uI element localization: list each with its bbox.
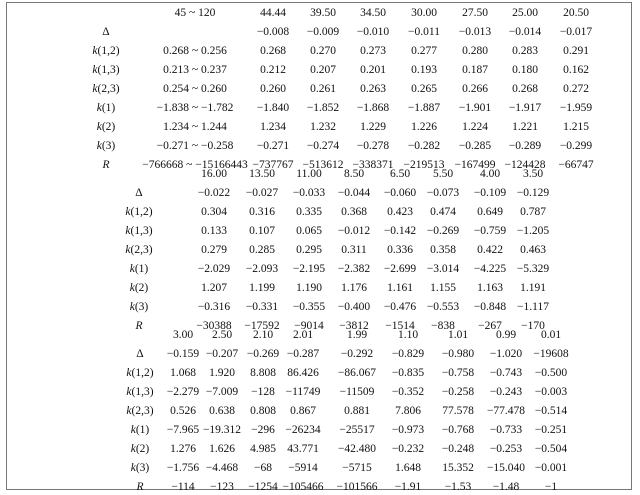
row-label: k(1) (130, 424, 150, 436)
table-cell: −0.476 (383, 301, 417, 313)
table-cell: 0.273 (360, 45, 386, 57)
table-cell: 0.272 (563, 83, 589, 95)
column-header: 44.44 (260, 7, 286, 19)
table-cell: 43.771 (287, 443, 319, 455)
column-header: 6.50 (389, 168, 411, 180)
table-cell: −4.225 (473, 263, 507, 275)
table-cell: 8.808 (250, 367, 276, 379)
table-cell: 0.065 (296, 225, 322, 237)
row-label: k(3) (130, 462, 150, 474)
row-label: R (102, 159, 110, 171)
table-cell: −0.269 (426, 225, 460, 237)
table-cell: 1.191 (520, 282, 546, 294)
table-cell: 0.254 ~ 0.260 (163, 83, 227, 95)
table-cell: −0.400 (337, 301, 371, 313)
table-cell: −338371 (352, 159, 394, 171)
row-label: k(1,3) (126, 386, 154, 398)
table-cell: −123 (210, 481, 234, 493)
table-cell: −2.029 (197, 263, 231, 275)
table-cell: −296 (251, 424, 275, 436)
table-cell: −128 (251, 386, 275, 398)
table-cell: 0.649 (477, 206, 503, 218)
column-header: 27.50 (462, 7, 488, 19)
table-cell: −114 (171, 481, 195, 493)
table-cell: 0.283 (512, 45, 538, 57)
column-header: 20.50 (563, 7, 589, 19)
table-cell: −0.292 (340, 348, 374, 360)
table-cell: −513612 (302, 159, 344, 171)
column-header: 25.00 (512, 7, 538, 19)
table-cell: −1.756 (166, 462, 200, 474)
row-label: k(2,3) (92, 83, 120, 95)
row-label: k(2,3) (125, 244, 153, 256)
table-cell: −0.012 (337, 225, 371, 237)
table-cell: −0.316 (197, 301, 231, 313)
table-cell: −0.044 (337, 187, 371, 199)
column-header: 5.50 (432, 168, 454, 180)
table-cell: −19608 (533, 348, 569, 360)
table-cell: −3812 (339, 320, 369, 332)
table-cell: −0.232 (391, 443, 425, 455)
table-cell: 0.212 (260, 64, 286, 76)
table-cell: −105466 (282, 481, 324, 493)
table-cell: −1.53 (444, 481, 472, 493)
table-cell: −0.142 (383, 225, 417, 237)
table-cell: 0.261 (310, 83, 336, 95)
column-header: 3.00 (172, 329, 194, 341)
table-cell: −0.129 (516, 187, 550, 199)
table-cell: −0.251 (534, 424, 568, 436)
table-cell: 0.263 (360, 83, 386, 95)
table-cell: −2.699 (383, 263, 417, 275)
row-label: k(1,2) (92, 45, 120, 57)
row-label: Δ (136, 348, 144, 360)
table-cell: 0.279 (201, 244, 227, 256)
table-cell: 1.232 (310, 121, 336, 133)
table-cell: −0.014 (508, 26, 542, 38)
table-cell: 0.180 (512, 64, 538, 76)
table-cell: 0.335 (296, 206, 322, 218)
table-cell: −19.312 (202, 424, 242, 436)
table-cell: −0.553 (426, 301, 460, 313)
table-cell: −0.022 (197, 187, 231, 199)
table-cell: −124428 (504, 159, 546, 171)
table-cell: 1.199 (249, 282, 275, 294)
table-cell: −1.901 (458, 102, 492, 114)
table-cell: 0.463 (520, 244, 546, 256)
table-cell: −4.468 (205, 462, 239, 474)
table-cell: −1.117 (517, 301, 549, 313)
table-cell: 0.423 (387, 206, 413, 218)
table-cell: −0.003 (534, 386, 568, 398)
table-cell: −0.159 (166, 348, 200, 360)
table-cell: 77.578 (442, 405, 474, 417)
table-cell: 0.207 (310, 64, 336, 76)
table-cell: −0.758 (441, 367, 475, 379)
table-cell: −1.852 (306, 102, 340, 114)
row-label: k(2,3) (126, 405, 154, 417)
table-cell: −0.073 (426, 187, 460, 199)
table-cell: 0.422 (477, 244, 503, 256)
column-header: 13.50 (249, 168, 275, 180)
column-header: 30.00 (411, 7, 437, 19)
table-cell: 0.193 (411, 64, 437, 76)
table-cell: −0.243 (489, 386, 523, 398)
row-label: k(1,3) (92, 64, 120, 76)
table-cell: 0.368 (341, 206, 367, 218)
table-cell: −0.848 (473, 301, 507, 313)
column-header: 0.01 (540, 329, 562, 341)
table-cell: 0.162 (563, 64, 589, 76)
table-cell: −66747 (558, 159, 594, 171)
table-cell: −7.009 (205, 386, 239, 398)
table-cell: −11509 (339, 386, 375, 398)
table-cell: −1.91 (394, 481, 422, 493)
table-cell: 0.336 (387, 244, 413, 256)
row-label: k(1,2) (125, 206, 153, 218)
table-cell: 0.638 (209, 405, 235, 417)
column-header: 1.01 (447, 329, 469, 341)
table-cell: −0.504 (534, 443, 568, 455)
table-cell: −77.478 (486, 405, 526, 417)
table-cell: −170 (521, 320, 545, 332)
table-cell: −17592 (244, 320, 280, 332)
table-cell: −30388 (196, 320, 232, 332)
table-cell: 0.107 (249, 225, 275, 237)
table-cell: 1.224 (462, 121, 488, 133)
table-cell: 1.648 (395, 462, 421, 474)
row-label: Δ (135, 187, 143, 199)
row-label: k(2) (129, 282, 149, 294)
table-cell: −1.020 (489, 348, 523, 360)
table-cell: 0.358 (430, 244, 456, 256)
table-cell: −1254 (248, 481, 278, 493)
table-cell: 1.920 (209, 367, 235, 379)
table-cell: 15.352 (442, 462, 474, 474)
table-cell: −0.733 (489, 424, 523, 436)
column-header: 45 ~ 120 (174, 7, 216, 19)
table-cell: 1.221 (512, 121, 538, 133)
table-cell: 0.266 (462, 83, 488, 95)
table-cell: 1.068 (170, 367, 196, 379)
table-cell: −0.285 (458, 140, 492, 152)
table-cell: 1.215 (563, 121, 589, 133)
table-cell: −0.013 (458, 26, 492, 38)
table-cell: 0.277 (411, 45, 437, 57)
table-cell: −1.205 (516, 225, 550, 237)
table-cell: −0.274 (306, 140, 340, 152)
table-cell: 1.234 ~ 1.244 (163, 121, 227, 133)
table-cell: −0.835 (391, 367, 425, 379)
table-cell: −1.838 ~ −1.782 (156, 102, 234, 114)
table-cell: 7.806 (395, 405, 421, 417)
table-cell: 0.201 (360, 64, 386, 76)
table-cell: 1.226 (411, 121, 437, 133)
table-cell: −1.959 (559, 102, 593, 114)
row-label: k(3) (129, 301, 149, 313)
table-cell: 1.234 (260, 121, 286, 133)
table-cell: −2.093 (245, 263, 279, 275)
row-label: k(1) (129, 263, 149, 275)
column-header: 39.50 (310, 7, 336, 19)
table-cell: 0.268 (260, 45, 286, 57)
table-cell: 0.808 (250, 405, 276, 417)
table-cell: 0.787 (520, 206, 546, 218)
table-cell: 0.474 (430, 206, 456, 218)
table-cell: −0.289 (508, 140, 542, 152)
table-cell: −9014 (294, 320, 324, 332)
table-cell: −1.887 (407, 102, 441, 114)
table-cell: −0.269 (246, 348, 280, 360)
table-cell: −0.258 (441, 386, 475, 398)
table-cell: −0.271 ~ −0.258 (156, 140, 234, 152)
row-label: k(2) (130, 443, 150, 455)
table-cell: 0.265 (411, 83, 437, 95)
table-cell: −0.331 (245, 301, 279, 313)
column-header: 2.01 (292, 329, 314, 341)
table-cell: 0.268 ~ 0.256 (163, 45, 227, 57)
row-label: k(3) (96, 140, 116, 152)
table-cell: −0.980 (441, 348, 475, 360)
table-cell: 1.161 (387, 282, 413, 294)
table-cell: −0.008 (256, 26, 290, 38)
table-cell: −5914 (288, 462, 318, 474)
table-cell: −0.287 (286, 348, 320, 360)
table-cell: −0.060 (383, 187, 417, 199)
table-cell: −86.067 (337, 367, 377, 379)
table-cell: 0.295 (296, 244, 322, 256)
table-cell: −42.480 (337, 443, 377, 455)
column-header: 34.50 (360, 7, 386, 19)
row-label: k(1,3) (125, 225, 153, 237)
table-cell: 4.985 (250, 443, 276, 455)
column-header: 2.10 (252, 329, 274, 341)
table-cell: 1.276 (170, 443, 196, 455)
table-cell: 0.311 (341, 244, 367, 256)
row-label: k(1) (96, 102, 116, 114)
table-cell: −0.829 (391, 348, 425, 360)
table-cell: −2.195 (292, 263, 326, 275)
table-cell: −7.965 (166, 424, 200, 436)
table-cell: −0.109 (473, 187, 507, 199)
column-header: 0.99 (495, 329, 517, 341)
table-cell: 86.426 (287, 367, 319, 379)
table-cell: −0.027 (245, 187, 279, 199)
table-cell: −5715 (342, 462, 372, 474)
column-header: 8.50 (343, 168, 365, 180)
table-cell: −0.355 (292, 301, 326, 313)
table-cell: −167499 (454, 159, 496, 171)
table-cell: 0.285 (249, 244, 275, 256)
table-cell: −1514 (385, 320, 415, 332)
table-cell: 1.176 (341, 282, 367, 294)
table-cell: −2.279 (166, 386, 200, 398)
table-cell: −838 (431, 320, 455, 332)
table-cell: 1.229 (360, 121, 386, 133)
table-cell: −0.010 (356, 26, 390, 38)
table-cell: −0.282 (407, 140, 441, 152)
table-cell: −1.917 (508, 102, 542, 114)
table-cell: −0.253 (489, 443, 523, 455)
table-cell: −26234 (285, 424, 321, 436)
table-cell: 0.867 (290, 405, 316, 417)
table-cell: −0.017 (559, 26, 593, 38)
table-cell: 0.881 (344, 405, 370, 417)
table-cell: −737767 (252, 159, 294, 171)
table-cell: 0.270 (310, 45, 336, 57)
table-cell: −15.040 (486, 462, 526, 474)
table-cell: −1.840 (256, 102, 290, 114)
table-cell: 0.316 (249, 206, 275, 218)
table-cell: −1.48 (492, 481, 520, 493)
table-cell: −5.329 (516, 263, 550, 275)
table-cell: −0.271 (256, 140, 290, 152)
table-cell: −219513 (403, 159, 445, 171)
column-header: 2.50 (211, 329, 233, 341)
table-cell: −0.768 (441, 424, 475, 436)
table-cell: 1.190 (296, 282, 322, 294)
table-cell: 1.207 (201, 282, 227, 294)
column-header: 1.99 (346, 329, 368, 341)
table-cell: −11749 (285, 386, 321, 398)
table-cell: 1.155 (430, 282, 456, 294)
column-header: 1.10 (397, 329, 419, 341)
row-label: R (136, 481, 144, 493)
table-cell: −0.248 (441, 443, 475, 455)
table-cell: 0.291 (563, 45, 589, 57)
table-cell: −0.352 (391, 386, 425, 398)
row-label: R (135, 320, 143, 332)
row-label: k(1,2) (126, 367, 154, 379)
table-cell: 0.526 (170, 405, 196, 417)
table-cell: 1.626 (209, 443, 235, 455)
table-cell: 0.133 (201, 225, 227, 237)
row-label: Δ (102, 26, 110, 38)
table-cell: −2.382 (337, 263, 371, 275)
table-cell: −0.001 (534, 462, 568, 474)
table-cell: 0.260 (260, 83, 286, 95)
table-cell: −1 (544, 481, 558, 493)
table-cell: −0.743 (489, 367, 523, 379)
row-label: k(2) (96, 121, 116, 133)
table-cell: −0.299 (559, 140, 593, 152)
table-cell: 0.213 ~ 0.237 (163, 64, 227, 76)
table-cell: −3.014 (426, 263, 460, 275)
table-cell: −0.011 (408, 26, 440, 38)
column-header: 3.50 (522, 168, 544, 180)
table-cell: −766668 ~ −15166443 (142, 159, 248, 171)
table-cell: 0.187 (462, 64, 488, 76)
table-cell: −68 (254, 462, 272, 474)
column-header: 11.00 (296, 168, 322, 180)
column-header: 16.00 (201, 168, 227, 180)
table-cell: −101566 (336, 481, 378, 493)
table-cell: −0.009 (306, 26, 340, 38)
table-cell: −267 (478, 320, 502, 332)
table-cell: 1.163 (477, 282, 503, 294)
column-header: 4.00 (479, 168, 501, 180)
table-cell: −0.973 (391, 424, 425, 436)
table-cell: 0.268 (512, 83, 538, 95)
table-cell: −0.033 (292, 187, 326, 199)
table-cell: −0.759 (473, 225, 507, 237)
table-cell: −0.207 (205, 348, 239, 360)
table-cell: −0.500 (534, 367, 568, 379)
table-cell: 0.280 (462, 45, 488, 57)
table-cell: −25517 (339, 424, 375, 436)
table-cell: −0.514 (534, 405, 568, 417)
table-cell: −0.278 (356, 140, 390, 152)
table-cell: 0.304 (201, 206, 227, 218)
table-cell: −1.868 (356, 102, 390, 114)
